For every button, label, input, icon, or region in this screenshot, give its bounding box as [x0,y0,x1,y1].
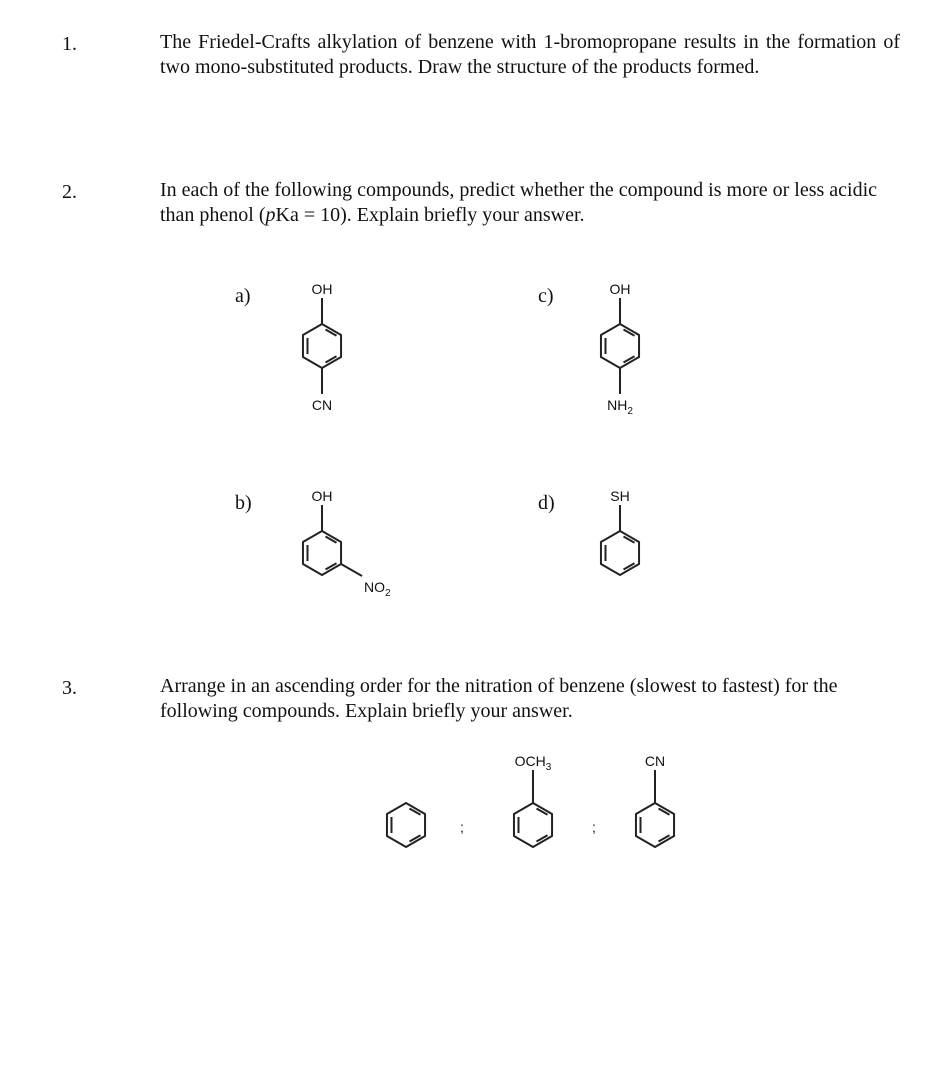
compound-c-label: c) [538,285,554,307]
compound-a-bottom-substituent: CN [311,397,333,413]
compound-d-label: d) [538,492,555,514]
question-3-text: Arrange in an ascending order for the nitration of benzene (slowest to fastest) for the following compounds. Explain briefly your answer. [160,675,838,722]
compound-b-benzene-ring [303,531,341,575]
compound-b-side-bond [341,564,362,576]
question-2-text-content: In each of the following compounds, predict whether the compound is more or less acidic than phenol (pKa = 10). Explain briefly your answer. [160,179,878,226]
compound-d-structure [601,488,639,575]
compound-a-top-substituent: OH [311,281,333,297]
q3-benzonitrile-structure [636,753,674,847]
q3-separator-1: ; [460,819,464,835]
compound-c-structure [601,281,639,417]
q3-separator-2: ; [592,819,596,835]
compound-b-side-substituent: $NO_2$ [364,579,391,599]
q3-benzonitrile-substituent: CN [644,753,666,769]
compound-c-benzene-ring [601,324,639,368]
q3-anisole-substituent: $OCH_3$ [514,753,552,773]
question-1-text: The Friedel-Crafts alkylation of benzene with 1-bromopropane results in the formation of two mono-substituted products. Draw the structure of the products formed. [160,31,900,78]
question-3-number: 3. [62,677,77,699]
q3-benzene-ring [387,803,425,847]
compound-d-benzene-ring [601,531,639,575]
compound-a-label: a) [235,285,251,307]
q3-anisole-structure [514,753,552,847]
compound-c-top-substituent: OH [609,281,631,297]
question-1-number: 1. [62,33,77,55]
compound-a-benzene-ring [303,324,341,368]
compound-a-structure [303,281,341,413]
compound-c-bottom-substituent: $NH_2$ [607,397,633,417]
compound-b-label: b) [235,492,252,514]
compound-b-structure [303,488,391,599]
compound-b-top-substituent: OH [311,488,333,504]
question-2-number: 2. [62,181,77,203]
compound-d-top-substituent: SH [610,488,630,504]
q3-benzene-structure [387,803,425,847]
q3-anisole-ring [514,803,552,847]
q3-benzonitrile-ring [636,803,674,847]
